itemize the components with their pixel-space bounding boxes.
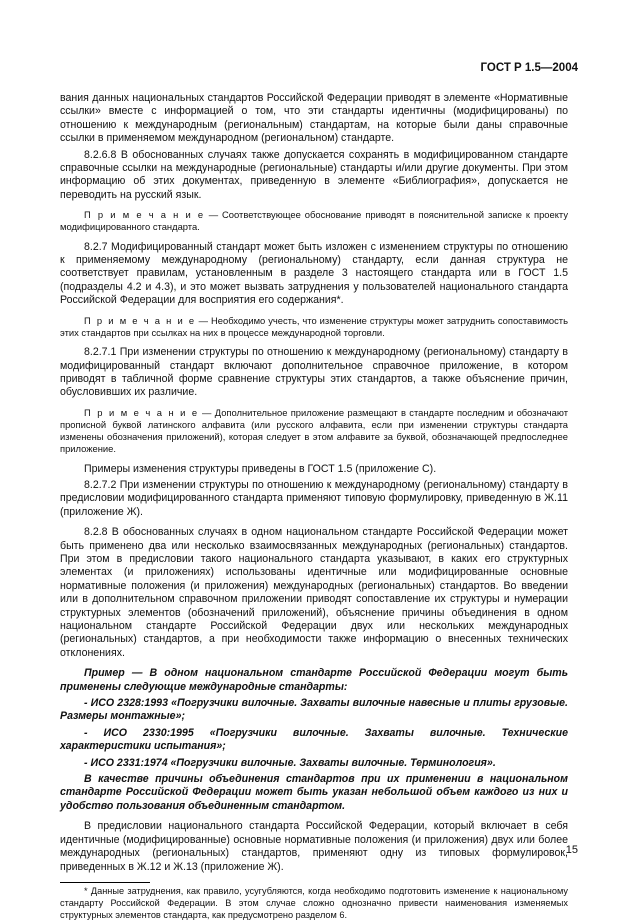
paragraph-continuation: вания данных национальных стандартов Российской Федерации приводят в элементе «Нормативные ссылки» вместе с информацией о том, что эти стандарты идентичны (модифицированы) по отношению к международным (региональным) стандартам, на которые были даны справочные ссылки в применяемом международном (региональном) стандарте. [60, 92, 568, 145]
clause-8-2-7-2: 8.2.7.2 При изменении структуры по отношению к международному (региональному) стандарту в предисловии модифицированного стандарта применяют типовую формулировку, приведенную в Ж.11 (приложение Ж). [60, 478, 568, 518]
footnote: * Данные затруднения, как правило, усугубляются, когда необходимо подготовить изменение к национальному стандарту Российской Федерации. В этом случае сложно однозначно привести наименования изменяемых структурных элементов стандарта, как предусмотрено разделом 6. [60, 885, 568, 920]
note-2 [60, 315, 568, 339]
foreword-paragraph: В предисловии национального стандарта Российской Федерации, который включает в себя идентичные (модифицированные) основные нормативные положения (и приложения) двух или более международных (региональных) стандартов, применяют одну из типовых формулировок, приведенных в Ж.12 и Ж.13 (приложение Ж). [60, 820, 568, 873]
clause-8-2-7-1: 8.2.7.1 При изменении структуры по отношению к международному (региональному) стандарту в модифицированный стандарт включают дополнительное справочное приложение, в котором приводят в табличной форме сравнение структуры этих стандартов, а также объяснение причин, обусловивших их различие. [60, 346, 568, 399]
document-header: ГОСТ Р 1.5—2004 [480, 62, 578, 74]
clause-8-2-6-8: 8.2.6.8 В обоснованных случаях также допускается сохранять в модифицированном стандарте справочные ссылки на международные (региональные) стандарты и/или другие документы. При этом информацию об этих документах, приведенную в элементе «Библиография», допускается не переводить на русский язык. [60, 148, 568, 201]
note-text: — Соответствующее обоснование приводят в пояснительной записке к проекту модифицированного стандарта. [60, 209, 569, 233]
example-iso-2330: - ИСО 2330:1995 «Погрузчики вилочные. Захваты вилочные. Технические характеристики испытания»; [60, 726, 568, 753]
example-iso-2331: - ИСО 2331:1974 «Погрузчики вилочные. Захваты вилочные. Терминология». [84, 756, 496, 769]
example-reason: В качестве причины объединения стандартов при их применении в национальном стандарте Российской Федерации может быть указан небольшой объем каждого из них и удобство пользования объединенным стандартом. [60, 773, 568, 812]
structure-examples-ref: Примеры изменения структуры приведены в ГОСТ 1.5 (приложение С). [84, 462, 437, 475]
note-label: П р и м е ч а н и е [84, 209, 205, 221]
clause-8-2-8: 8.2.8 В обоснованных случаях в одном национальном стандарте Российской Федерации может быть применено два или несколько взаимосвязанных международных (региональных) стандартов. При этом в предисловии такого национального стандарта указывают, в каких его структурных элементах (и приложениях) использованы идентичные или модифицированные основные нормативные положения (и приложения) международных (региональных) стандартов. Во введении или в дополнительном справочном приложении приводят сопоставление их структуры и нумерации структурных элементов (обозначений приложений), объяснение причины объединения в одном национальном стандарте Российской Федерации двух или нескольких международных (региональных) стандартов, а при необходимости также информацию о внесенных технических отклонениях. [60, 526, 568, 659]
example-iso-2328: - ИСО 2328:1993 «Погрузчики вилочные. Захваты вилочные навесные и плиты грузовые. Размеры монтажные»; [60, 697, 568, 723]
note-1 [60, 209, 568, 233]
note-label: П р и м е ч а н и е [84, 406, 199, 418]
example-intro: Пример — В одном национальном стандарте Российской Федерации могут быть применены следующие международные стандарты: [60, 667, 568, 693]
note-text: — Дополнительное приложение размещают в стандарте последним и обозначают прописной буквой латинского алфавита (или русского алфавита, если при изменении структуры стандарта изменены обозначения приложений), которая следует в этом алфавите за буквой, обозначающей предпоследнее приложение. [60, 406, 568, 455]
note-label: П р и м е ч а н и е [84, 314, 196, 326]
clause-8-2-7: 8.2.7 Модифицированный стандарт может быть изложен с изменением структуры по отношению к применяемому международному (региональному) стандарту, если данная структура не соответствует правилам, установленным в разделе 3 настоящего стандарта или в ГОСТ 1.5 (подразделы 4.2 и 4.3), и это может вызвать затруднения у пользователей национального стандарта Российской Федерации для восприятия его содержания*. [60, 240, 568, 307]
note-3 [60, 407, 568, 456]
document-body [60, 92, 568, 921]
note-text: — Необходимо учесть, что изменение структуры может затруднить сопоставимость этих стандартов при ссылках на них в процессе международной торговли. [60, 314, 568, 338]
footnote-divider [60, 882, 150, 883]
page-number: 15 [565, 844, 578, 856]
